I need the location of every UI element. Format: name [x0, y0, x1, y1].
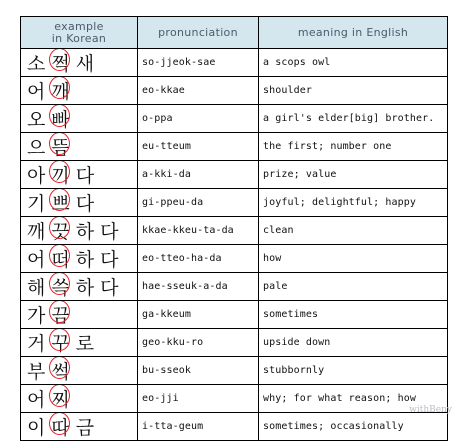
pronunciation-cell: geo-kku-ro — [138, 329, 259, 357]
circled-syllable: 쩍 — [51, 49, 73, 76]
table-header — [21, 17, 448, 49]
meaning-cell: why; for what reason; how — [259, 385, 448, 413]
table-body — [21, 49, 448, 441]
syllable: 거 — [27, 333, 50, 355]
syllable: 어 — [27, 389, 50, 411]
syllable: 으 — [27, 137, 50, 159]
circled-syllable: 끗 — [51, 217, 73, 244]
syllable: 오 — [27, 109, 50, 131]
meaning-cell: a scops owl — [259, 49, 448, 77]
syllable: 부 — [27, 361, 50, 383]
pronunciation-cell: eu-tteum — [138, 133, 259, 161]
table-row — [21, 273, 448, 301]
table-row — [21, 217, 448, 245]
korean-example-cell — [21, 161, 138, 189]
korean-example-cell — [21, 217, 138, 245]
pronunciation-cell: gi-ppeu-da — [138, 189, 259, 217]
circled-syllable: 떠 — [51, 245, 73, 272]
meaning-cell: joyful; delightful; happy — [259, 189, 448, 217]
pronunciation-cell: bu-sseok — [138, 357, 259, 385]
syllable: 다 — [100, 249, 123, 271]
circled-syllable: 따 — [51, 413, 73, 440]
korean-example-cell — [21, 49, 138, 77]
korean-example-cell — [21, 189, 138, 217]
circled-syllable: 끔 — [51, 301, 73, 328]
watermark: withBeny — [409, 405, 452, 415]
syllable: 다 — [100, 277, 123, 299]
header-korean — [21, 17, 138, 49]
korean-example-cell — [21, 385, 138, 413]
pronunciation-cell: i-tta-geum — [138, 413, 259, 441]
table-row — [21, 77, 448, 105]
meaning-cell: sometimes — [259, 301, 448, 329]
meaning-cell: clean — [259, 217, 448, 245]
meaning-cell: pale — [259, 273, 448, 301]
meaning-cell: prize; value — [259, 161, 448, 189]
syllable: 로 — [75, 333, 99, 355]
meaning-cell: shoulder — [259, 77, 448, 105]
syllable: 하 — [75, 249, 99, 271]
circled-syllable: 빠 — [51, 105, 73, 132]
table-row — [21, 245, 448, 273]
korean-example-cell — [21, 413, 138, 441]
meaning-cell: upside down — [259, 329, 448, 357]
pronunciation-cell: eo-kkae — [138, 77, 259, 105]
vocabulary-table — [20, 16, 448, 441]
meaning-cell: sometimes; occasionally — [259, 413, 448, 441]
syllable: 새 — [75, 53, 99, 75]
header-pronunciation: pronunciation — [138, 17, 259, 49]
table-row — [21, 357, 448, 385]
table-row — [21, 105, 448, 133]
circled-syllable: 뜸 — [51, 133, 73, 160]
pronunciation-cell: ga-kkeum — [138, 301, 259, 329]
meaning-cell: stubbornly — [259, 357, 448, 385]
table-row — [21, 385, 448, 413]
table-row — [21, 133, 448, 161]
header-meaning: meaning in English — [259, 17, 448, 49]
syllable: 다 — [75, 193, 99, 215]
meaning-cell: the first; number one — [259, 133, 448, 161]
syllable: 해 — [27, 277, 50, 299]
syllable: 소 — [27, 53, 50, 75]
pronunciation-cell: eo-jji — [138, 385, 259, 413]
pronunciation-cell: a-kki-da — [138, 161, 259, 189]
meaning-cell: how — [259, 245, 448, 273]
korean-example-cell — [21, 77, 138, 105]
pronunciation-cell: o-ppa — [138, 105, 259, 133]
syllable: 다 — [75, 165, 99, 187]
korean-example-cell — [21, 301, 138, 329]
syllable: 이 — [27, 417, 50, 439]
syllable: 어 — [27, 81, 50, 103]
table-row — [21, 161, 448, 189]
syllable: 하 — [75, 277, 99, 299]
circled-syllable: 꾸 — [51, 329, 73, 356]
korean-example-cell — [21, 329, 138, 357]
table-row — [21, 413, 448, 441]
korean-example-cell — [21, 105, 138, 133]
syllable: 기 — [27, 193, 50, 215]
circled-syllable: 쁘 — [51, 189, 73, 216]
header-korean-line-2: in Korean — [51, 31, 107, 45]
syllable: 가 — [27, 305, 50, 327]
table-row — [21, 189, 448, 217]
header-korean-line-1: example — [54, 19, 104, 33]
circled-syllable: 찌 — [51, 385, 73, 412]
korean-example-cell — [21, 245, 138, 273]
pronunciation-cell: kkae-kkeu-ta-da — [138, 217, 259, 245]
table-row — [21, 49, 448, 77]
circled-syllable: 깨 — [51, 77, 73, 104]
syllable: 하 — [75, 221, 99, 243]
syllable: 깨 — [27, 221, 50, 243]
syllable: 금 — [75, 417, 99, 439]
circled-syllable: 썩 — [51, 357, 73, 384]
korean-example-cell — [21, 273, 138, 301]
circled-syllable: 쓱 — [51, 273, 73, 300]
meaning-cell: a girl's elder[big] brother. — [259, 105, 448, 133]
pronunciation-cell: so-jjeok-sae — [138, 49, 259, 77]
korean-example-cell — [21, 133, 138, 161]
pronunciation-cell: eo-tteo-ha-da — [138, 245, 259, 273]
syllable: 어 — [27, 249, 50, 271]
syllable: 아 — [27, 165, 50, 187]
circled-syllable: 끼 — [51, 161, 73, 188]
pronunciation-cell: hae-sseuk-a-da — [138, 273, 259, 301]
table-row — [21, 329, 448, 357]
korean-example-cell — [21, 357, 138, 385]
syllable: 다 — [100, 221, 123, 243]
table-row — [21, 301, 448, 329]
header-row — [21, 17, 448, 49]
